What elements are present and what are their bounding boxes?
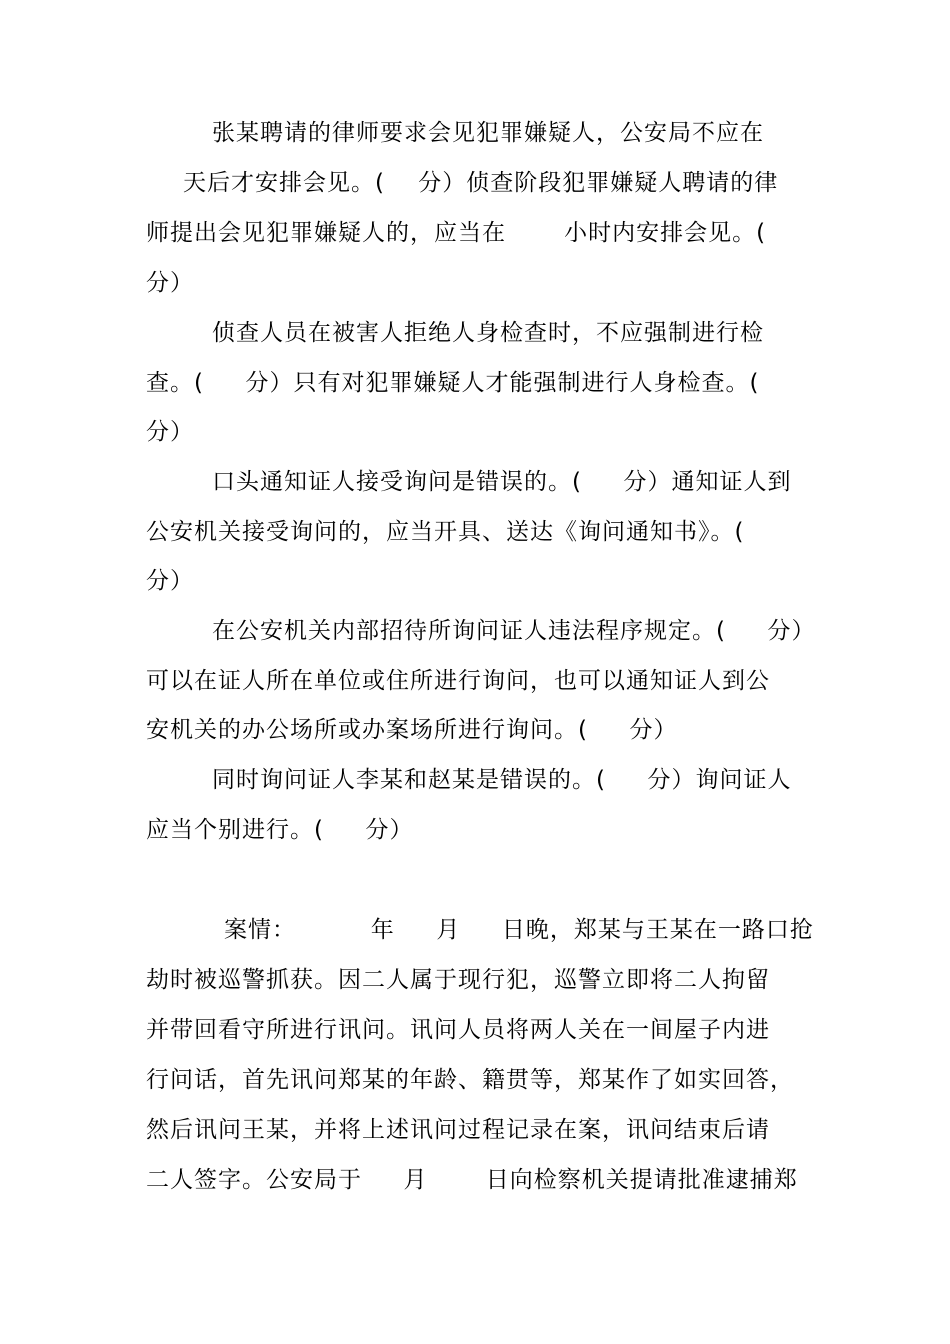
- text-line: 分）: [146, 568, 194, 594]
- text-line: 安机关的办公场所或办案场所进行询问。( 分）: [146, 717, 678, 743]
- text-line: 侦查人员在被害人拒绝人身检查时，不应强制进行检: [212, 320, 764, 346]
- text-line: 同时询问证人李某和赵某是错误的。( 分）询问证人: [212, 767, 792, 793]
- text-line: 在公安机关内部招待所询问证人违法程序规定。( 分）: [212, 618, 816, 644]
- text-line: 并带回看守所进行讯问。讯问人员将两人关在一间屋子内进: [146, 1017, 770, 1043]
- text-line: 张某聘请的律师要求会见犯罪嫌疑人，公安局不应在: [212, 120, 764, 146]
- text-line: 二人签字。公安局于 月 日向检察机关提请批准逮捕郑: [146, 1167, 798, 1193]
- text-line: 劫时被巡警抓获。因二人属于现行犯，巡警立即将二人拘留: [146, 967, 770, 993]
- text-line: 可以在证人所在单位或住所进行询问，也可以通知证人到公: [146, 668, 770, 694]
- text-line: 行问话，首先讯问郑某的年龄、籍贯等，郑某作了如实回答，: [146, 1067, 794, 1093]
- text-line: 分）: [146, 270, 194, 296]
- text-line: 天后才安排会见。( 分）侦查阶段犯罪嫌疑人聘请的律: [183, 170, 779, 196]
- text-line: 应当个别进行。( 分）: [146, 817, 414, 843]
- text-line: 公安机关接受询问的，应当开具、送达《询问通知书》。(: [146, 519, 745, 545]
- text-line: 然后讯问王某，并将上述讯问过程记录在案，讯问结束后请: [146, 1117, 770, 1143]
- text-line: 分）: [146, 419, 194, 445]
- text-line: 口头通知证人接受询问是错误的。( 分）通知证人到: [212, 469, 792, 495]
- text-line: 案情： 年 月 日晚，郑某与王某在一路口抢: [224, 917, 814, 943]
- text-line: 查。( 分）只有对犯罪嫌疑人才能强制进行人身检查。(: [146, 370, 760, 396]
- text-line: 师提出会见犯罪嫌疑人的，应当在 小时内安排会见。(: [146, 220, 767, 246]
